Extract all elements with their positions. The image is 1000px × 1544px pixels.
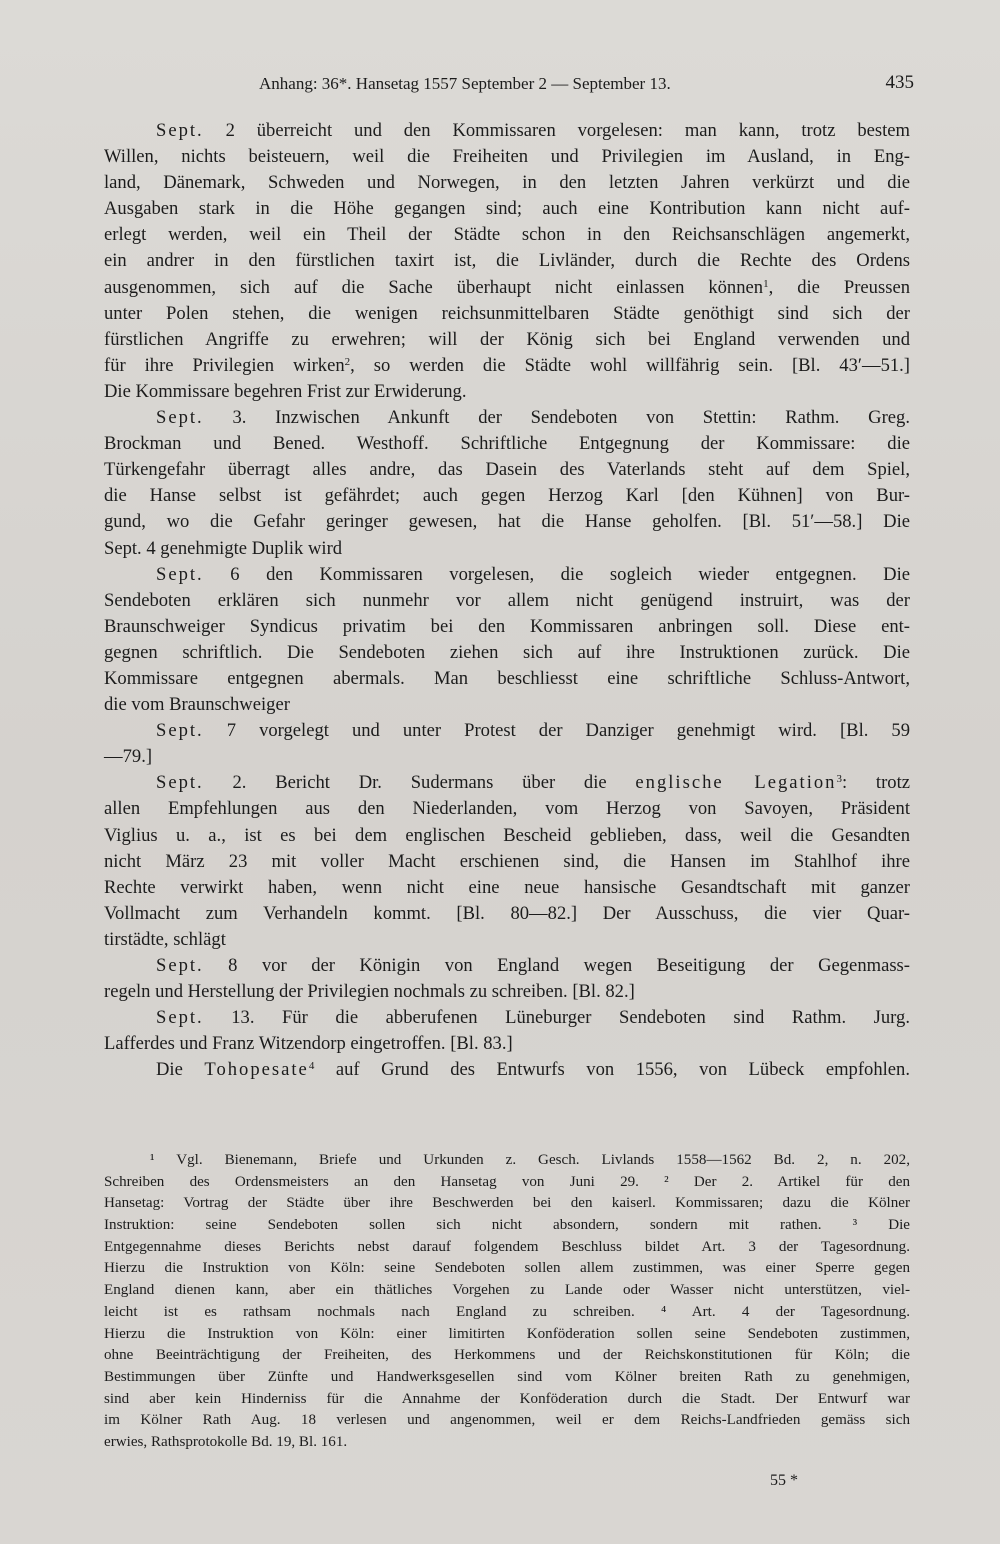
footnote-line: Hierzu die Instruktion von Köln: einer limitirten Konföderation sollen seine Sendeboten zustimmen, — [104, 1325, 910, 1342]
footnote-line: Schreiben des Ordensmeisters an den Hansetag von Juni 29. ² Der 2. Artikel für den — [104, 1173, 910, 1190]
body-line — [104, 1005, 910, 1031]
body-line — [104, 431, 910, 457]
line-text: Ausgaben stark in die Höhe gegangen sind; auch eine Kontribution kann nicht auf- — [104, 198, 910, 220]
body-line — [104, 509, 910, 535]
body-line — [104, 536, 910, 562]
body-line — [104, 1031, 910, 1057]
spaced-date: Sept. — [156, 772, 204, 794]
footnote-line: Bestimmungen über Zünfte und Handwerksgesellen sind vom Kölner breiten Rath zu genehmigen, — [104, 1368, 910, 1385]
line-text: land, Dänemark, Schweden und Norwegen, in den letzten Jahren verkürzt und die — [104, 172, 910, 194]
line-text: , die Preussen — [768, 276, 910, 298]
spaced-date: Sept. — [156, 120, 204, 141]
body-line — [104, 327, 910, 353]
body-line — [104, 405, 910, 431]
line-text: 2. Bericht Dr. Sudermans über die — [203, 772, 636, 794]
line-text: gegnen schriftlich. Die Sendeboten ziehen sich auf ihre Instruktionen zurück. Die — [104, 641, 910, 663]
body-line — [104, 379, 910, 405]
body-line — [104, 457, 910, 483]
line-text: Brockman und Bened. Westhoff. Schriftliche Entgegnung der Kommissare: die — [104, 433, 910, 455]
footnote-line: England dienen kann, aber ein thätliches Vorgehen zu Lande oder Wasser nicht unterstützen, viel- — [104, 1282, 910, 1299]
line-text: Sept. 4 genehmigte Duplik wird — [104, 537, 343, 559]
body-line — [104, 1057, 910, 1083]
spaced-date: Sept. — [156, 1007, 204, 1029]
body-line — [104, 823, 910, 849]
line-text: die vom Braunschweiger — [104, 694, 290, 716]
line-text: 2 überreicht und den Kommissaren vorgelesen: man kann, trotz bestem — [203, 120, 910, 141]
body-text — [104, 118, 910, 1083]
line-text: für ihre Privilegien wirken — [104, 354, 345, 376]
line-text: die Hanse selbst ist gefährdet; auch gegen Herzog Karl [den Kühnen] von Bur- — [104, 485, 910, 507]
body-line — [104, 196, 910, 222]
spaced-term: englische Legation — [635, 772, 837, 794]
line-text: Willen, nichts beisteuern, weil die Freiheiten und Privilegien im Ausland, in Eng- — [104, 146, 910, 168]
line-text: —79.] — [104, 746, 153, 768]
body-line — [104, 901, 910, 927]
line-text: 6 den Kommissaren vorgelesen, die sogleich wieder entgegnen. Die — [203, 563, 910, 585]
spaced-date: Sept. — [156, 407, 204, 429]
body-line — [104, 562, 910, 588]
line-text: ausgenommen, sich auf die Sache überhaupt nicht einlassen können — [104, 276, 764, 298]
footnote-ref: 3 — [836, 773, 842, 786]
page-header — [104, 70, 914, 100]
body-line — [104, 275, 910, 301]
footnote-ref: 1 — [763, 277, 769, 290]
sheet-signature: 55 * — [770, 1472, 798, 1489]
line-text: regeln und Herstellung der Privilegien nochmals zu schreiben. [Bl. 82.] — [104, 981, 635, 1003]
body-line — [104, 170, 910, 196]
footnote-ref: 2 — [344, 355, 351, 368]
line-text: Lafferdes und Franz Witzendorp eingetroffen. [Bl. 83.] — [104, 1033, 513, 1055]
footnote-line: erwies, Rathsprotokolle Bd. 19, Bl. 161. — [104, 1433, 348, 1450]
body-line — [104, 666, 910, 692]
body-line — [104, 849, 910, 875]
page-number: 435 — [885, 72, 914, 93]
running-title: Anhang: 36*. Hansetag 1557 September 2 — September 13. — [259, 74, 671, 93]
line-text: ein andrer in den fürstlichen taxirt ist, die Livländer, durch die Rechte des Ordens — [104, 250, 910, 272]
body-line — [104, 744, 910, 770]
body-line — [104, 875, 910, 901]
line-text: 3. Inzwischen Ankunft der Sendeboten von Stettin: Rathm. Greg. — [203, 407, 910, 429]
line-text: erlegt werden, weil ein Theil der Städte schon in den Reichsanschlägen angemerkt, — [104, 224, 910, 246]
footnotes — [104, 1150, 910, 1454]
footnote-line: ¹ Vgl. Bienemann, Briefe und Urkunden z. Gesch. Livlands 1558—1562 Bd. 2, n. 202, — [150, 1152, 910, 1168]
line-text: unter Polen stehen, die wenigen reichsunmittelbaren Städte genöthigt sind sich der — [104, 302, 910, 324]
body-line — [104, 588, 910, 614]
body-line — [104, 614, 910, 640]
line-text: Rechte verwirkt haben, wenn nicht eine neue hansische Gesandtschaft mit ganzer — [104, 876, 910, 898]
body-line — [104, 953, 910, 979]
line-text: fürstlichen Angriffe zu erwehren; will der König sich bei England verwenden und — [104, 328, 910, 350]
line-text: auf Grund des Entwurfs von 1556, von Lübeck empfohlen. — [314, 1059, 910, 1081]
body-line — [104, 222, 910, 248]
body-line — [104, 483, 910, 509]
body-line — [104, 144, 910, 170]
body-line — [104, 796, 910, 822]
footnote-line: sind aber kein Hinderniss für die Annahme der Konföderation durch die Stadt. Der Entwurf war — [104, 1390, 910, 1407]
line-text: 8 vor der Königin von England wegen Beseitigung der Gegenmass- — [203, 955, 910, 976]
line-text: Viglius u. a., ist es bei dem englischen Bescheid geblieben, dass, weil die Gesandten — [104, 824, 910, 846]
footnote-line: ohne Beeinträchtigung der Freiheiten, des Herkommens und der Reichskonstitutionen für Köln; die — [104, 1347, 910, 1364]
spaced-date: Tohopesate — [204, 1059, 309, 1081]
footnote-line: Entgegennahme dieses Berichts nebst darauf folgendem Beschluss bildet Art. 3 der Tagesordnung. — [104, 1238, 910, 1255]
line-text: Kommissare entgegnen abermals. Man beschliesst eine schriftliche Schluss-Antwort, — [104, 667, 910, 689]
body-line — [104, 770, 910, 796]
body-line — [104, 353, 910, 379]
body-line — [104, 248, 910, 274]
line-text: : trotz — [841, 772, 910, 794]
line-text: Türkengefahr überragt alles andre, das Dasein des Vaterlands steht auf dem Spiel, — [104, 459, 910, 481]
line-text: , so werden die Städte wohl willfährig sein. [Bl. 43′—51.] — [350, 354, 911, 376]
line-text: Sendeboten erklären sich nunmehr vor allem nicht genügend instruirt, was der — [104, 589, 910, 611]
spaced-date: Sept. — [156, 955, 204, 976]
spaced-date: Sept. — [156, 720, 204, 742]
footnote-ref: 4 — [308, 1060, 315, 1073]
body-line — [104, 640, 910, 666]
footnote-line: im Kölner Rath Aug. 18 verlesen und angenommen, weil er dem Reichs-Landfrieden gemäss sich — [104, 1412, 910, 1429]
line-text: Die — [156, 1059, 205, 1081]
line-text: 13. Für die abberufenen Lüneburger Sendeboten sind Rathm. Jurg. — [203, 1007, 910, 1029]
footnote-line: Hansetag: Vortrag der Städte über ihre Beschwerden bei den kaiserl. Kommissaren; dazu die Kölner — [104, 1195, 910, 1212]
body-line — [104, 718, 910, 744]
line-text: 7 vorgelegt und unter Protest der Danziger genehmigt wird. [Bl. 59 — [203, 720, 910, 742]
line-text: tirstädte, schlägt — [104, 928, 226, 950]
spaced-date: Sept. — [156, 563, 204, 585]
footnote-line: Hierzu die Instruktion von Köln: seine Sendeboten sollen allem zustimmen, was einer Sperre gegen — [104, 1260, 910, 1277]
body-line — [104, 692, 910, 718]
body-line — [104, 118, 910, 144]
body-line — [104, 301, 910, 327]
body-line — [104, 979, 910, 1005]
line-text: nicht März 23 mit voller Macht erschienen sind, die Hansen im Stahlhof ihre — [104, 850, 910, 872]
body-line — [104, 927, 910, 953]
line-text: Die Kommissare begehren Frist zur Erwiderung. — [104, 380, 467, 402]
line-text: gund, wo die Gefahr geringer gewesen, hat die Hanse geholfen. [Bl. 51′—58.] Die — [104, 511, 910, 533]
footnote-line: Instruktion: seine Sendeboten sollen sich nicht absondern, sondern mit rathen. ³ Die — [104, 1217, 910, 1234]
line-text: allen Empfehlungen aus den Niederlanden, vom Herzog von Savoyen, Präsident — [104, 798, 910, 820]
line-text: Braunschweiger Syndicus privatim bei den Kommissaren anbringen soll. Diese ent- — [104, 615, 910, 637]
line-text: Vollmacht zum Verhandeln kommt. [Bl. 80—82.] Der Ausschuss, die vier Quar- — [104, 902, 910, 924]
footnote-line: leicht ist es rathsam nochmals nach England zu schreiben. ⁴ Art. 4 der Tagesordnung. — [104, 1303, 910, 1320]
